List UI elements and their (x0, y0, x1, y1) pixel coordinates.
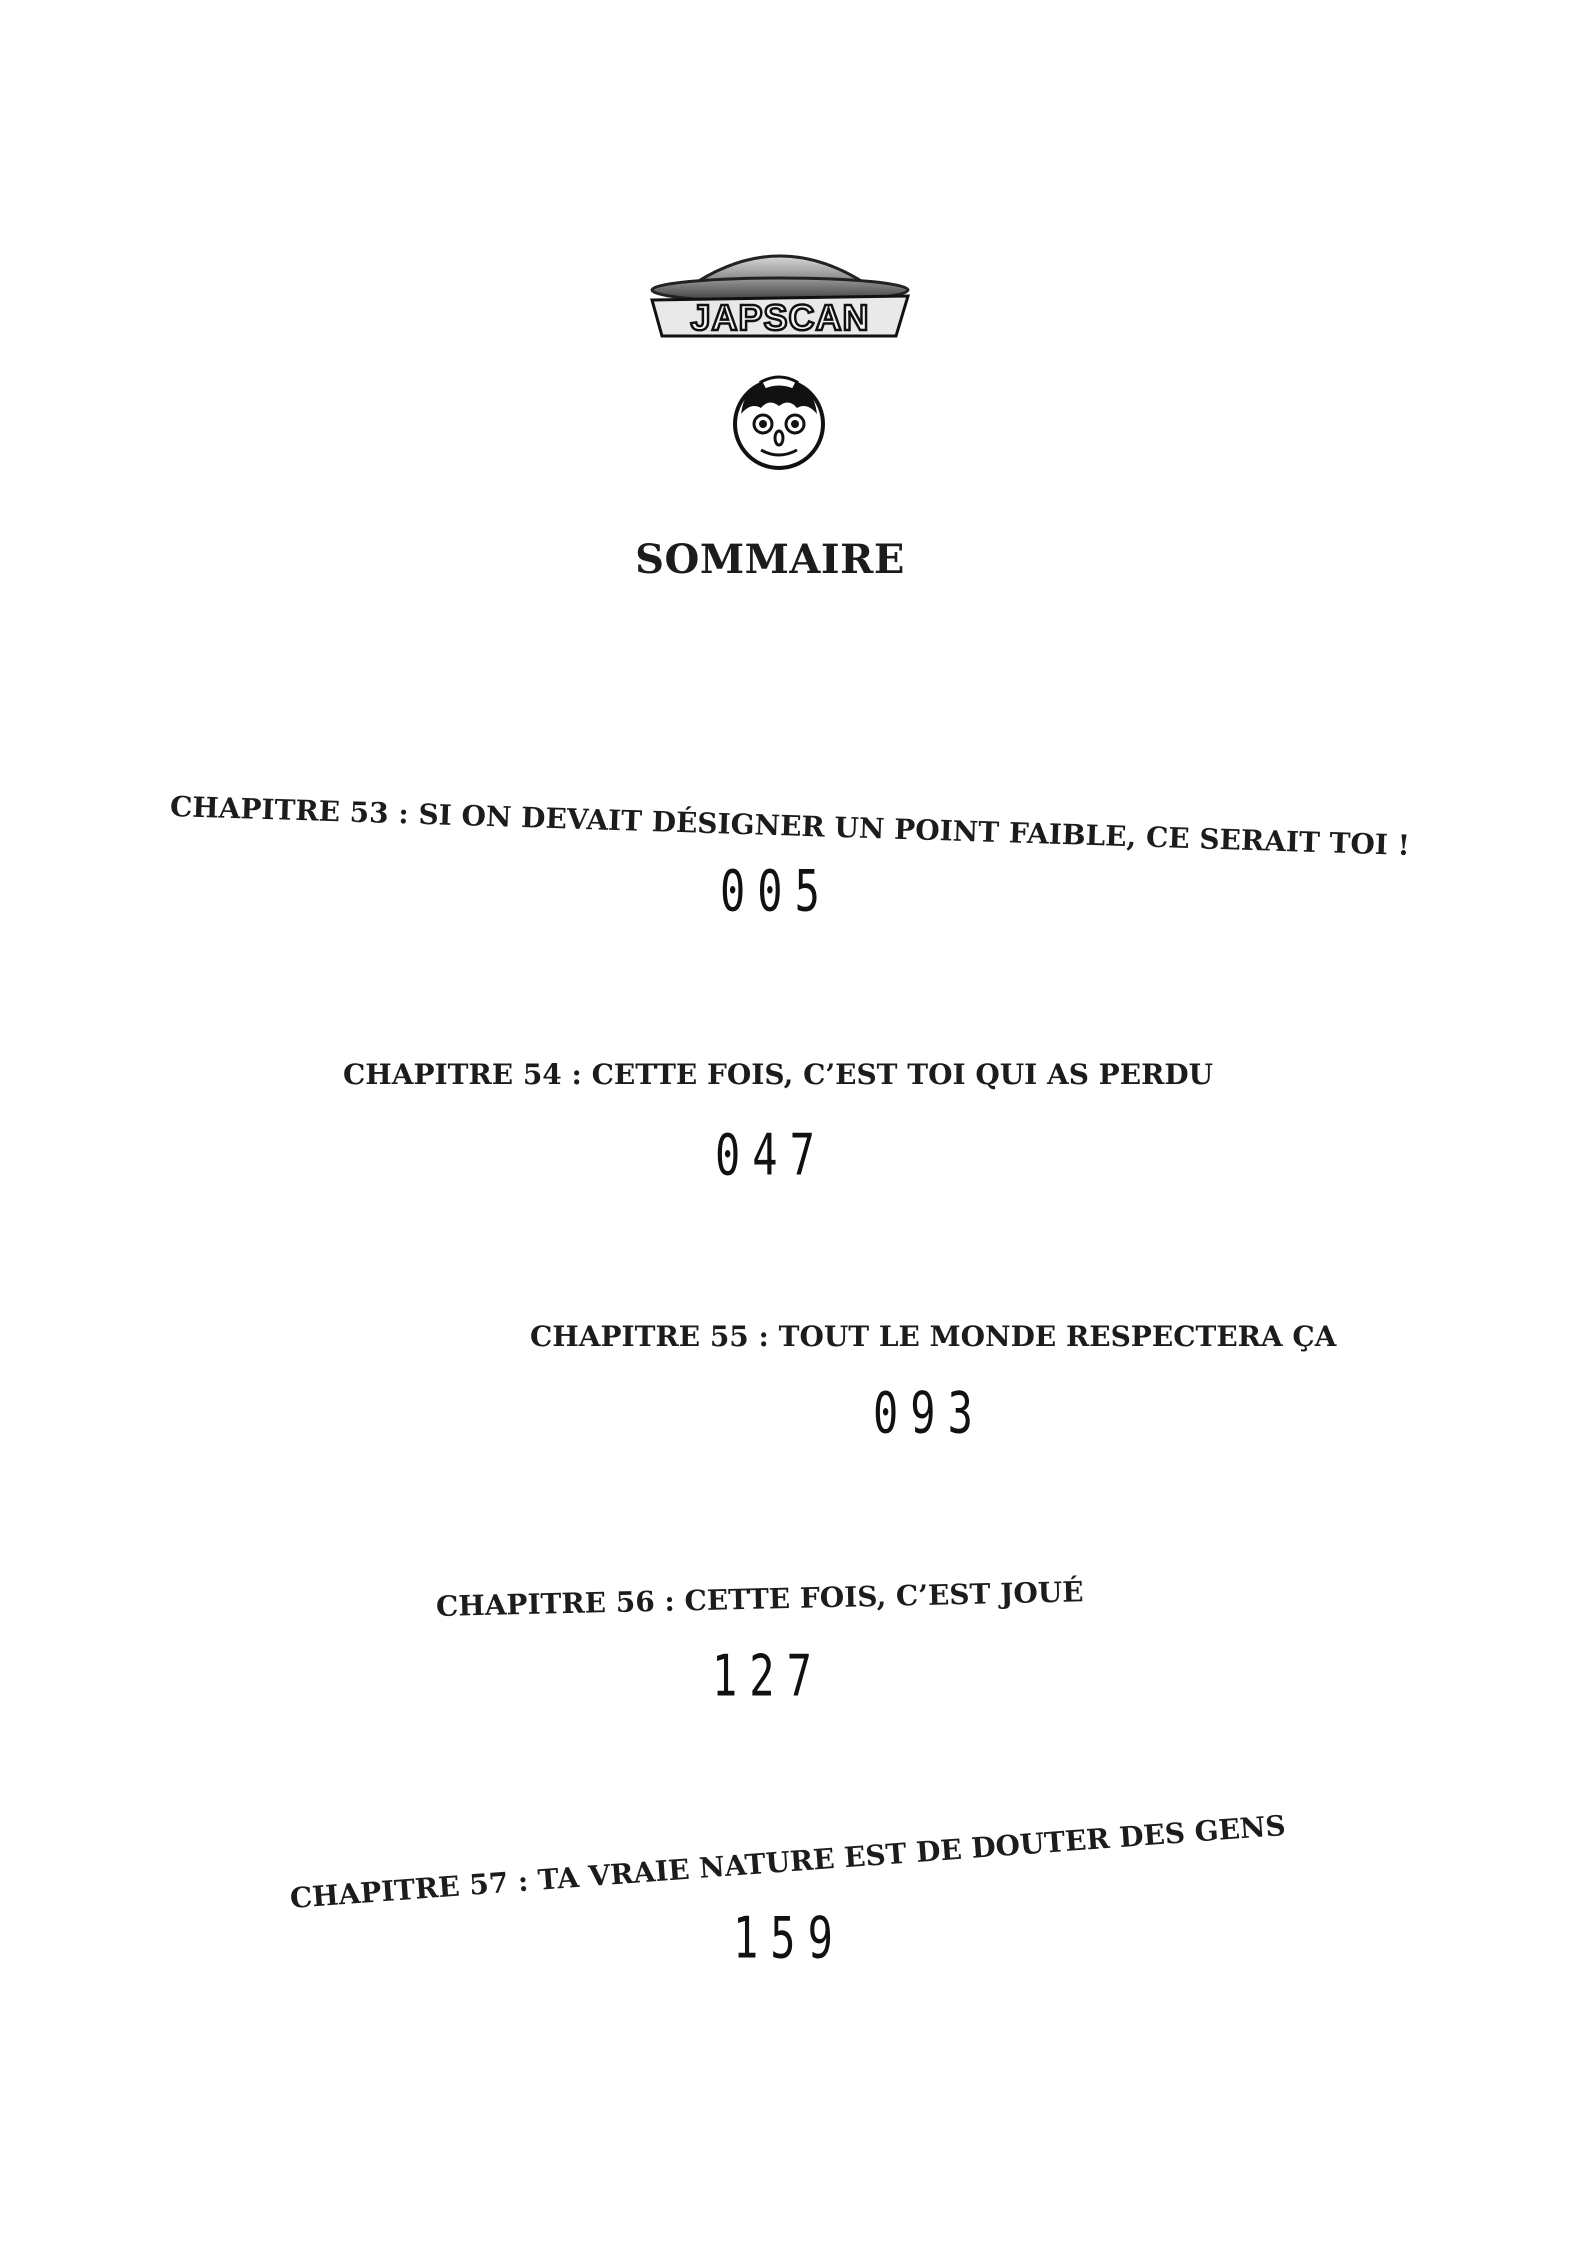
chapter-53-page: 005 (720, 858, 832, 925)
flying-saucer-logo-icon (640, 232, 920, 352)
chapter-57-page: 159 (733, 1905, 845, 1972)
chapter-54-title: CHAPITRE 54 : CETTE FOIS, C’EST TOI QUI AS PERDU (343, 1058, 1214, 1091)
chapter-56-title: CHAPITRE 56 : CETTE FOIS, C’EST JOUÉ (435, 1575, 1084, 1623)
smiling-boy-face-icon (727, 368, 831, 472)
chapter-57-title: CHAPITRE 57 : TA VRAIE NATURE EST DE DOUTER DES GENS (288, 1808, 1287, 1915)
chapter-56-page: 127 (712, 1643, 824, 1710)
chapter-55-title: CHAPITRE 55 : TOUT LE MONDE RESPECTERA ÇA (530, 1320, 1337, 1353)
japscan-logo (640, 232, 920, 352)
toc-title: SOMMAIRE (635, 536, 905, 583)
mascot-face (727, 368, 831, 472)
chapter-54-page: 047 (715, 1122, 827, 1189)
chapter-55-page: 093 (873, 1380, 985, 1447)
chapter-53-title: CHAPITRE 53 : SI ON DEVAIT DÉSIGNER UN POINT FAIBLE, CE SERAIT TOI ! (169, 790, 1411, 862)
logo-text: JAPSCAN (690, 297, 870, 338)
